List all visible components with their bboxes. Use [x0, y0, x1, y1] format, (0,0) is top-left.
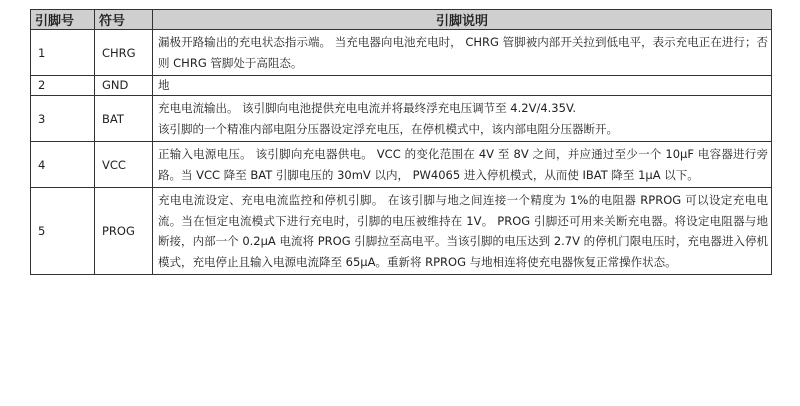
table-row	[31, 142, 772, 188]
pin-number: 3	[31, 96, 95, 142]
header-pin-description: 引脚说明	[153, 10, 772, 30]
pin-description-table	[30, 9, 772, 275]
description-line: 充电电流设定、充电电流监控和停机引脚。 在该引脚与地之间连接一个精度为 1%的电阻器 RPROG 可以设定充电电流。当在恒定电流模式下进行充电时，引脚的电压被维持在 1V。 PROG 引脚还可用来关断充电器。将设定电阻器与地断接，内部一个 0.2μA 电流将 PROG 引脚拉至高电平。当该引脚的电压达到 2.7V 的停机门限电压时，充电器进入停机模式，充电停止且输入电源电流降至 65μA。重新将 RPROG 与地相连将使充电器恢复正常操作状态。	[158, 193, 768, 269]
description-line: 正输入电源电压。 该引脚向充电器供电。 VCC 的变化范围在 4V 至 8V 之间，并应通过至少一个 10μF 电容器进行旁路。当 VCC 降至 BAT 引脚电压的 30mV 以内， PW4065 进入停机模式，从而使 IBAT 降至 1μA 以下。	[158, 147, 768, 182]
header-symbol: 符号	[95, 10, 153, 30]
pin-description	[153, 76, 772, 96]
pin-description	[153, 96, 772, 142]
table-row	[31, 76, 772, 96]
pin-number: 2	[31, 76, 95, 96]
pin-symbol: BAT	[95, 96, 153, 142]
header-pin-number: 引脚号	[31, 10, 95, 30]
table-row	[31, 30, 772, 76]
pin-symbol: VCC	[95, 142, 153, 188]
pin-description	[153, 188, 772, 275]
table-row	[31, 188, 772, 275]
pin-number: 1	[31, 30, 95, 76]
pin-description	[153, 30, 772, 76]
pin-number: 5	[31, 188, 95, 275]
pin-description	[153, 142, 772, 188]
table-row	[31, 96, 772, 142]
description-line: 地	[158, 78, 170, 92]
description-line: 漏极开路输出的充电状态指示端。 当充电器向电池充电时， CHRG 管脚被内部开关拉到低电平，表示充电正在进行；否则 CHRG 管脚处于高阻态。	[158, 35, 768, 70]
description-line: 该引脚的一个精准内部电阻分压器设定浮充电压，在停机模式中，该内部电阻分压器断开。	[158, 121, 618, 136]
pin-symbol: CHRG	[95, 30, 153, 76]
description-line: 充电电流输出。 该引脚向电池提供充电电流并将最终浮充电压调节至 4.2V/4.35V.	[158, 101, 576, 115]
pin-symbol: GND	[95, 76, 153, 96]
pin-description-table-container	[30, 9, 771, 275]
pin-symbol: PROG	[95, 188, 153, 275]
table-header-row	[31, 10, 772, 30]
pin-number: 4	[31, 142, 95, 188]
